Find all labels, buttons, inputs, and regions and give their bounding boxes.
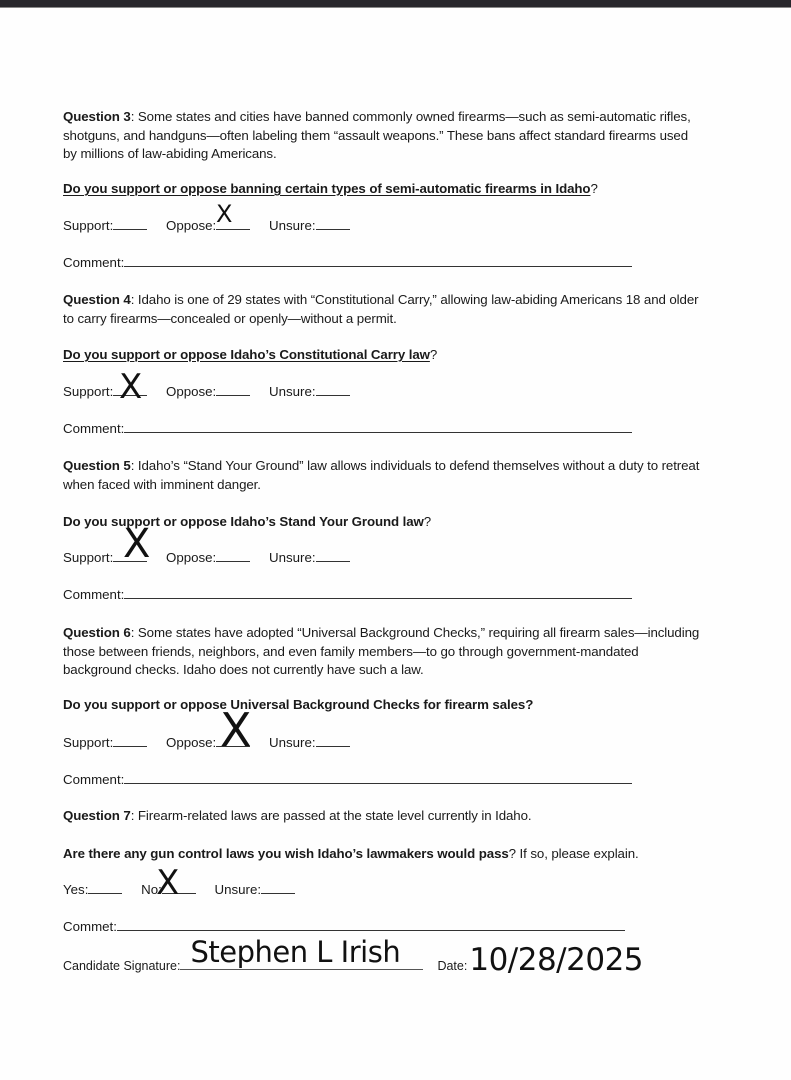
question-5-prompt <box>63 513 431 531</box>
x-mark: X <box>156 863 180 903</box>
option-label: Support: <box>63 384 114 399</box>
question-4-comment <box>63 419 632 439</box>
answer-blank[interactable] <box>88 881 122 894</box>
option-label: Unsure: <box>268 735 316 750</box>
option-support[interactable] <box>63 367 147 407</box>
option-unsure[interactable] <box>269 382 350 402</box>
question-label: Question 3 <box>63 109 131 124</box>
answer-blank[interactable] <box>316 549 350 562</box>
x-mark: X <box>119 367 143 407</box>
question-4-options <box>63 367 365 407</box>
option-label: Support: <box>63 550 114 565</box>
prompt-tail: ? If so, please explain. <box>508 846 639 861</box>
option-label: Oppose: <box>165 550 217 565</box>
prompt-text: Do you support or oppose banning certain types of semi-automatic firearms in Idaho <box>63 181 591 196</box>
option-support[interactable] <box>63 733 147 753</box>
comment-field[interactable] <box>124 254 632 267</box>
question-3-comment <box>63 253 632 273</box>
question-label: Question 7 <box>63 808 131 823</box>
question-4-prompt <box>63 346 437 364</box>
question-7-prompt <box>63 845 639 863</box>
x-mark: X <box>123 521 151 567</box>
option-no[interactable] <box>141 863 196 903</box>
option-label: Support: <box>63 218 114 233</box>
question-label: Question 4 <box>63 292 131 307</box>
answer-blank[interactable] <box>113 217 147 230</box>
question-body: : Some states have adopted “Universal Background Checks,” requiring all firearm sales—including those between friends, neighbors, and even family members—to go through government-mandated background checks. Idaho does not currently have such a law. <box>63 625 700 677</box>
date-label: Date: <box>437 959 468 973</box>
comment-label: Comment: <box>63 772 125 787</box>
question-label: Question 5 <box>63 458 131 473</box>
question-body: : Firearm-related laws are passed at the state level currently in Idaho. <box>130 808 532 823</box>
option-label: Oppose: <box>165 218 217 233</box>
option-label: Unsure: <box>268 384 316 399</box>
comment-label: Comment: <box>63 255 125 270</box>
option-yes[interactable] <box>63 880 122 900</box>
option-label: Oppose: <box>165 384 217 399</box>
prompt-tail: ? <box>590 181 598 196</box>
x-mark: X <box>215 200 233 228</box>
option-unsure[interactable] <box>269 216 350 236</box>
option-support[interactable] <box>63 521 151 568</box>
option-unsure[interactable] <box>215 880 296 900</box>
option-label: No: <box>141 882 162 897</box>
option-label: Unsure: <box>268 550 316 565</box>
question-5-comment <box>63 585 632 605</box>
answer-blank[interactable] <box>316 734 350 747</box>
date-field[interactable] <box>467 942 644 978</box>
question-body: : Idaho’s “Stand Your Ground” law allows individuals to defend themselves without a duty to retreat when faced with imminent danger. <box>63 458 700 492</box>
prompt-text: Do you support or oppose Idaho’s Constitutional Carry law <box>63 347 430 362</box>
question-7-comment <box>63 917 625 937</box>
question-body: : Idaho is one of 29 states with “Constitutional Carry,” allowing law-abiding Americans 18 and older to carry firearms—concealed or openly—without a permit. <box>63 292 699 326</box>
prompt-tail: ? <box>423 514 432 529</box>
viewer-top-bar <box>0 0 791 8</box>
option-oppose[interactable] <box>165 200 250 236</box>
option-unsure[interactable] <box>269 733 350 753</box>
option-oppose[interactable] <box>166 382 250 402</box>
comment-field[interactable] <box>124 420 632 433</box>
comment-field[interactable] <box>117 918 625 931</box>
question-7-text <box>63 807 703 826</box>
option-unsure[interactable] <box>269 548 350 568</box>
signature-value: Stephen L Irish <box>190 935 401 969</box>
signature-row <box>63 935 644 995</box>
prompt-tail: ? <box>429 347 438 362</box>
answer-blank[interactable] <box>316 217 350 230</box>
question-3-prompt <box>63 180 598 198</box>
answer-blank[interactable] <box>113 734 147 747</box>
option-label: Support: <box>63 735 114 750</box>
answer-blank[interactable] <box>316 383 350 396</box>
option-support[interactable] <box>63 216 147 236</box>
prompt-text: Are there any gun control laws you wish Idaho’s lawmakers would pass <box>63 846 509 861</box>
question-3-options <box>63 200 365 236</box>
comment-label: Commet: <box>63 919 117 934</box>
option-label: Unsure: <box>268 218 316 233</box>
question-6-options <box>63 703 365 757</box>
question-7-options <box>63 863 310 903</box>
option-label: Oppose: <box>165 735 217 750</box>
x-mark: X <box>219 703 252 757</box>
option-label: Yes: <box>63 882 89 897</box>
comment-field[interactable] <box>124 586 632 599</box>
signature-field[interactable] <box>180 935 423 970</box>
question-5-text <box>63 457 703 494</box>
question-body: : Some states and cities have banned commonly owned firearms—such as semi-automatic rifles, shotguns, and handguns—often labeling them “assault weapons.” These bans affect standard firearms used by millions of law-abiding Americans. <box>63 109 691 161</box>
question-3-text <box>63 108 703 164</box>
question-4-text <box>63 291 703 328</box>
question-6-prompt <box>63 696 533 714</box>
option-oppose[interactable] <box>165 703 252 757</box>
prompt-text: Do you support or oppose Universal Background Checks for firearm sales? <box>63 697 534 712</box>
question-label: Question 6 <box>63 625 131 640</box>
answer-blank[interactable] <box>216 383 250 396</box>
question-6-comment <box>63 770 632 790</box>
option-label: Unsure: <box>214 882 262 897</box>
question-5-options <box>63 521 365 568</box>
prompt-text: Do you support or oppose Idaho’s Stand Your Ground law <box>63 514 424 529</box>
question-6-text <box>63 624 703 680</box>
answer-blank[interactable] <box>216 549 250 562</box>
date-value: 10/28/2025 <box>469 942 644 978</box>
answer-blank[interactable] <box>261 881 295 894</box>
comment-field[interactable] <box>124 771 632 784</box>
option-oppose[interactable] <box>166 548 250 568</box>
signature-label: Candidate Signature: <box>63 959 181 973</box>
comment-label: Comment: <box>63 421 125 436</box>
comment-label: Comment: <box>63 587 125 602</box>
